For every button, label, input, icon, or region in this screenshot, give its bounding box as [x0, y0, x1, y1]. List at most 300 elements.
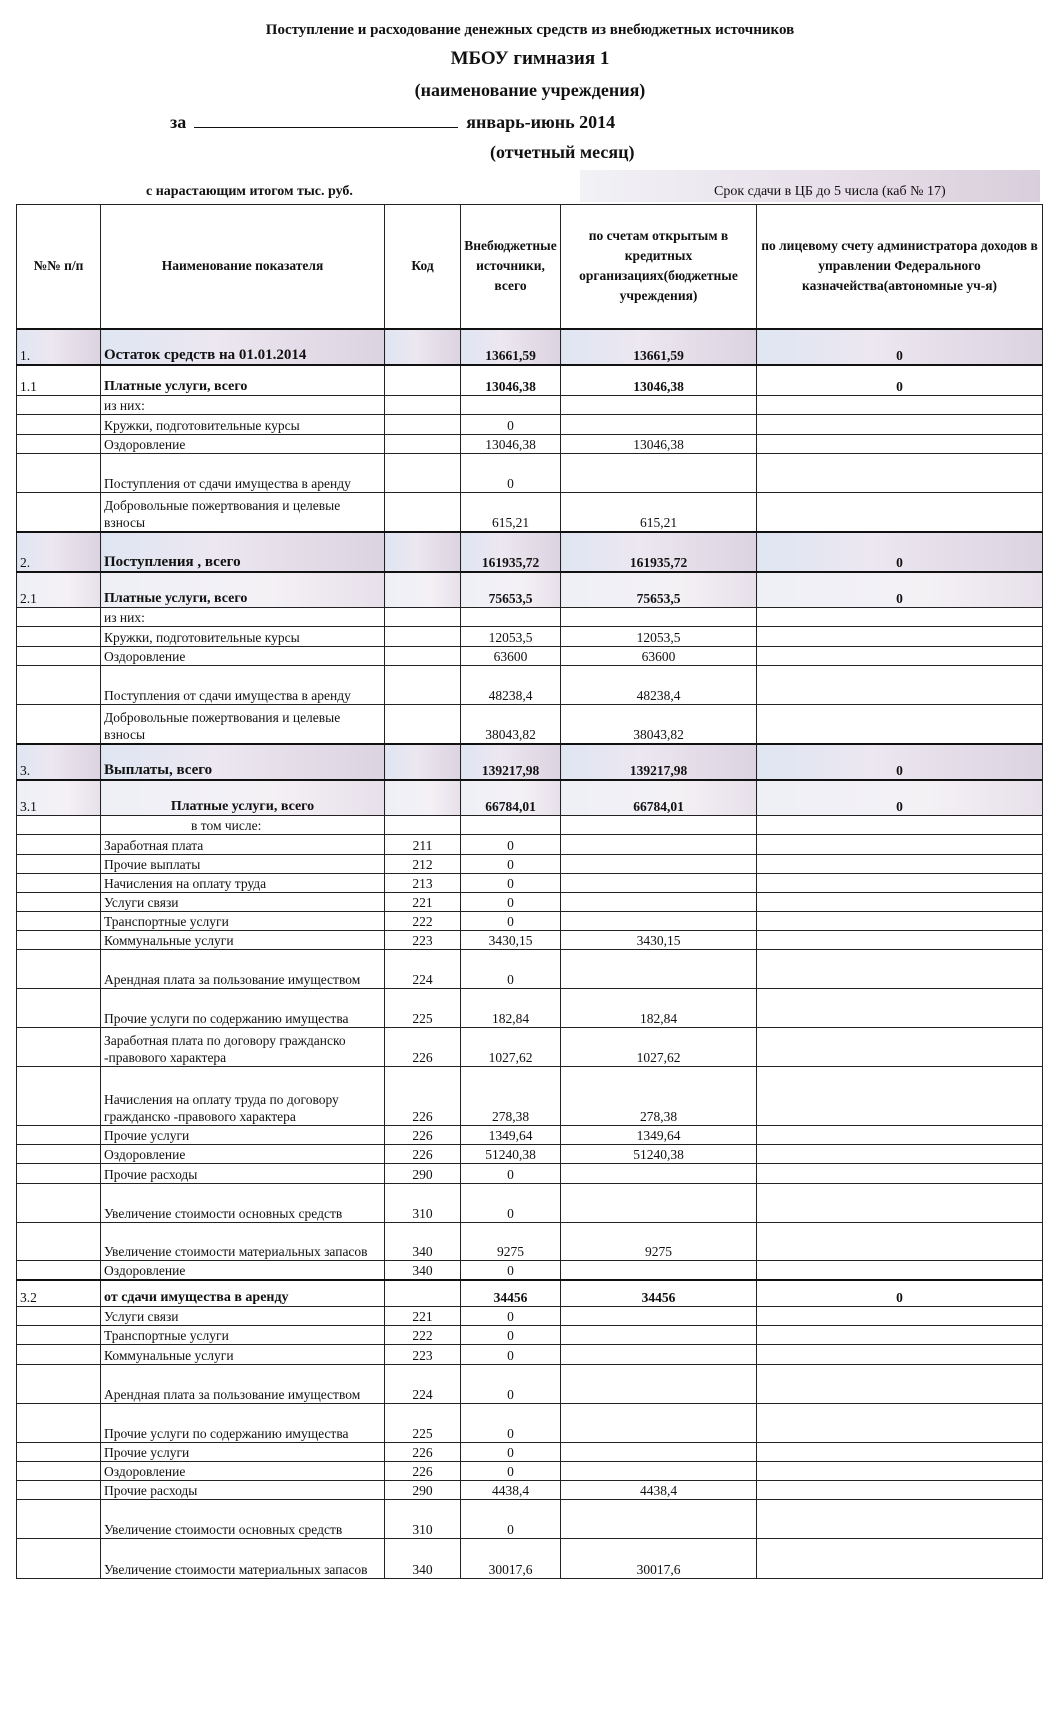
row-credit-cell [561, 454, 757, 493]
row-credit-cell [561, 816, 757, 835]
row-name-cell: Арендная плата за пользование имуществом [101, 950, 385, 989]
row-total-cell: 0 [461, 893, 561, 912]
table-row [17, 1067, 1043, 1126]
table-row [17, 454, 1043, 493]
row-name-cell: Поступления от сдачи имущества в аренду [101, 454, 385, 493]
row-code-cell [385, 705, 461, 744]
row-code-cell [385, 744, 461, 780]
row-code-cell: 226 [385, 1067, 461, 1126]
row-personal-cell [757, 493, 1043, 532]
table-row [17, 435, 1043, 454]
table-row [17, 647, 1043, 666]
row-credit-cell: 3430,15 [561, 931, 757, 950]
row-credit-cell [561, 1443, 757, 1462]
row-credit-cell [561, 874, 757, 893]
row-credit-cell: 66784,01 [561, 780, 757, 816]
row-name-cell: Оздоровление [101, 1145, 385, 1164]
row-personal-cell [757, 855, 1043, 874]
table-row [17, 608, 1043, 627]
row-personal-cell [757, 627, 1043, 647]
table-row [17, 1500, 1043, 1539]
row-name-cell: Добровольные пожертвования и целевые взносы [101, 705, 385, 744]
row-code-cell: 211 [385, 835, 461, 855]
table-row [17, 1345, 1043, 1365]
row-credit-cell: 48238,4 [561, 666, 757, 705]
row-personal-cell [757, 1126, 1043, 1145]
row-name-cell: Прочие расходы [101, 1481, 385, 1500]
row-personal-cell: 0 [757, 780, 1043, 816]
row-name-cell: Оздоровление [101, 647, 385, 666]
row-number-cell [17, 415, 101, 435]
row-personal-cell [757, 1365, 1043, 1404]
table-row [17, 1184, 1043, 1223]
col-header-total: Внебюджетные источники, всего [461, 205, 561, 329]
row-name-cell: Коммунальные услуги [101, 1345, 385, 1365]
table-row [17, 912, 1043, 931]
row-personal-cell: 0 [757, 532, 1043, 572]
row-credit-cell [561, 835, 757, 855]
row-number-cell [17, 835, 101, 855]
row-number-cell [17, 666, 101, 705]
row-number-cell [17, 647, 101, 666]
row-code-cell: 290 [385, 1164, 461, 1184]
row-credit-cell [561, 415, 757, 435]
row-total-cell: 0 [461, 1462, 561, 1481]
row-name-cell: от сдачи имущества в аренду [101, 1280, 385, 1307]
row-code-cell [385, 329, 461, 365]
table-row [17, 627, 1043, 647]
row-credit-cell: 161935,72 [561, 532, 757, 572]
row-code-cell: 340 [385, 1223, 461, 1261]
row-number-cell [17, 1164, 101, 1184]
row-personal-cell [757, 1443, 1043, 1462]
row-personal-cell [757, 1261, 1043, 1280]
document-title: Поступление и расходование денежных средств из внебюджетных источников [265, 22, 795, 38]
row-name-cell: Поступления от сдачи имущества в аренду [101, 666, 385, 705]
table-row [17, 931, 1043, 950]
row-total-cell: 0 [461, 1500, 561, 1539]
row-name-cell: Кружки, подготовительные курсы [101, 627, 385, 647]
table-row [17, 1365, 1043, 1404]
table-row [17, 893, 1043, 912]
row-credit-cell: 38043,82 [561, 705, 757, 744]
row-number-cell [17, 1404, 101, 1443]
row-total-cell: 1027,62 [461, 1028, 561, 1067]
row-number-cell [17, 493, 101, 532]
row-number-cell [17, 1028, 101, 1067]
row-number-cell: 1. [17, 329, 101, 365]
table-row [17, 532, 1043, 572]
table-row [17, 415, 1043, 435]
row-personal-cell [757, 1462, 1043, 1481]
row-number-cell [17, 435, 101, 454]
row-credit-cell: 13661,59 [561, 329, 757, 365]
table-row [17, 572, 1043, 608]
row-number-cell: 3.1 [17, 780, 101, 816]
row-credit-cell [561, 1184, 757, 1223]
row-personal-cell [757, 608, 1043, 627]
row-total-cell: 615,21 [461, 493, 561, 532]
row-credit-cell [561, 1345, 757, 1365]
table-row [17, 666, 1043, 705]
row-name-cell: Увеличение стоимости материальных запасов [101, 1223, 385, 1261]
deadline-note: Срок сдачи в ЦБ до 5 числа (каб № 17) [714, 184, 946, 199]
row-credit-cell [561, 1365, 757, 1404]
row-code-cell [385, 1280, 461, 1307]
row-total-cell: 0 [461, 912, 561, 931]
row-name-cell: из них: [101, 396, 385, 415]
row-personal-cell [757, 1164, 1043, 1184]
row-number-cell [17, 1326, 101, 1345]
row-credit-cell: 30017,6 [561, 1539, 757, 1579]
row-total-cell: 3430,15 [461, 931, 561, 950]
row-credit-cell [561, 1164, 757, 1184]
row-code-cell [385, 454, 461, 493]
row-credit-cell: 13046,38 [561, 435, 757, 454]
row-total-cell: 0 [461, 1184, 561, 1223]
row-credit-cell: 278,38 [561, 1067, 757, 1126]
table-row [17, 1539, 1043, 1579]
row-total-cell: 0 [461, 1307, 561, 1326]
row-code-cell [385, 532, 461, 572]
row-code-cell [385, 396, 461, 415]
row-number-cell: 3. [17, 744, 101, 780]
row-total-cell [461, 816, 561, 835]
row-code-cell: 221 [385, 893, 461, 912]
table-row [17, 835, 1043, 855]
row-code-cell: 340 [385, 1261, 461, 1280]
period-blank-line [194, 113, 458, 128]
row-name-cell: Увеличение стоимости материальных запасов [101, 1539, 385, 1579]
row-personal-cell: 0 [757, 1280, 1043, 1307]
row-number-cell [17, 1481, 101, 1500]
row-total-cell: 0 [461, 1164, 561, 1184]
row-name-cell: Транспортные услуги [101, 1326, 385, 1345]
row-credit-cell [561, 1326, 757, 1345]
row-number-cell [17, 1345, 101, 1365]
row-number-cell [17, 1261, 101, 1280]
row-code-cell: 340 [385, 1539, 461, 1579]
row-personal-cell [757, 1223, 1043, 1261]
table-row [17, 1462, 1043, 1481]
row-name-cell: Заработная плата [101, 835, 385, 855]
row-code-cell: 310 [385, 1500, 461, 1539]
row-number-cell [17, 912, 101, 931]
row-credit-cell [561, 396, 757, 415]
row-credit-cell: 139217,98 [561, 744, 757, 780]
row-credit-cell [561, 893, 757, 912]
row-personal-cell [757, 989, 1043, 1028]
row-total-cell: 9275 [461, 1223, 561, 1261]
row-name-cell: Транспортные услуги [101, 912, 385, 931]
row-total-cell: 38043,82 [461, 705, 561, 744]
row-code-cell: 225 [385, 1404, 461, 1443]
row-code-cell: 226 [385, 1126, 461, 1145]
row-personal-cell [757, 1326, 1043, 1345]
row-number-cell [17, 1500, 101, 1539]
row-name-cell: Арендная плата за пользование имуществом [101, 1365, 385, 1404]
table-row [17, 1164, 1043, 1184]
row-total-cell: 278,38 [461, 1067, 561, 1126]
row-name-cell: Заработная плата по договору гражданско -правового характера [101, 1028, 385, 1067]
row-name-cell: Коммунальные услуги [101, 931, 385, 950]
row-credit-cell [561, 1404, 757, 1443]
row-code-cell: 225 [385, 989, 461, 1028]
row-name-cell: Оздоровление [101, 1261, 385, 1280]
row-personal-cell [757, 1307, 1043, 1326]
table-header-row [17, 205, 1043, 329]
row-credit-cell [561, 855, 757, 874]
table-row [17, 705, 1043, 744]
row-name-cell: Поступления , всего [101, 532, 385, 572]
row-total-cell: 13661,59 [461, 329, 561, 365]
row-credit-cell [561, 1261, 757, 1280]
row-code-cell: 222 [385, 1326, 461, 1345]
row-total-cell: 0 [461, 1443, 561, 1462]
row-total-cell: 0 [461, 1326, 561, 1345]
organization-name: МБОУ гимназия 1 [450, 48, 610, 69]
row-personal-cell [757, 931, 1043, 950]
row-credit-cell: 1027,62 [561, 1028, 757, 1067]
row-total-cell: 51240,38 [461, 1145, 561, 1164]
row-total-cell: 13046,38 [461, 435, 561, 454]
table-row [17, 1404, 1043, 1443]
row-personal-cell [757, 415, 1043, 435]
row-total-cell: 161935,72 [461, 532, 561, 572]
row-name-cell: Услуги связи [101, 1307, 385, 1326]
row-number-cell [17, 1307, 101, 1326]
table-row [17, 1028, 1043, 1067]
row-total-cell: 0 [461, 1365, 561, 1404]
row-personal-cell [757, 396, 1043, 415]
row-total-cell: 75653,5 [461, 572, 561, 608]
row-personal-cell [757, 950, 1043, 989]
row-credit-cell [561, 1462, 757, 1481]
row-personal-cell [757, 705, 1043, 744]
row-code-cell: 226 [385, 1028, 461, 1067]
row-personal-cell [757, 1028, 1043, 1067]
row-code-cell [385, 666, 461, 705]
row-code-cell: 213 [385, 874, 461, 893]
table-row [17, 874, 1043, 893]
row-total-cell: 0 [461, 1261, 561, 1280]
row-name-cell: Услуги связи [101, 893, 385, 912]
row-total-cell: 48238,4 [461, 666, 561, 705]
row-number-cell [17, 1539, 101, 1579]
row-total-cell: 63600 [461, 647, 561, 666]
row-number-cell [17, 950, 101, 989]
row-number-cell: 2. [17, 532, 101, 572]
row-number-cell [17, 705, 101, 744]
col-header-num: №№ п/п [17, 205, 101, 329]
row-personal-cell: 0 [757, 744, 1043, 780]
col-header-name: Наименование показателя [101, 205, 385, 329]
row-code-cell: 224 [385, 1365, 461, 1404]
table-row [17, 1326, 1043, 1345]
row-credit-cell: 13046,38 [561, 365, 757, 396]
row-personal-cell [757, 912, 1043, 931]
period-line [170, 112, 615, 133]
row-personal-cell [757, 893, 1043, 912]
row-personal-cell: 0 [757, 365, 1043, 396]
row-code-cell [385, 493, 461, 532]
row-number-cell [17, 989, 101, 1028]
row-number-cell [17, 931, 101, 950]
row-number-cell [17, 627, 101, 647]
deadline-band [580, 170, 1040, 202]
row-name-cell: Прочие расходы [101, 1164, 385, 1184]
organization-caption: (наименование учреждения) [414, 80, 646, 100]
row-credit-cell: 34456 [561, 1280, 757, 1307]
row-name-cell: Прочие услуги по содержанию имущества [101, 989, 385, 1028]
table-row [17, 1481, 1043, 1500]
row-total-cell: 182,84 [461, 989, 561, 1028]
row-credit-cell: 51240,38 [561, 1145, 757, 1164]
row-total-cell: 34456 [461, 1280, 561, 1307]
row-total-cell: 0 [461, 1345, 561, 1365]
row-total-cell [461, 608, 561, 627]
row-code-cell: 223 [385, 1345, 461, 1365]
row-name-cell: Начисления на оплату труда [101, 874, 385, 893]
row-total-cell: 0 [461, 454, 561, 493]
row-total-cell: 139217,98 [461, 744, 561, 780]
table-row [17, 1443, 1043, 1462]
row-name-cell: Оздоровление [101, 1462, 385, 1481]
row-personal-cell [757, 816, 1043, 835]
table-row [17, 329, 1043, 365]
period-value: январь-июнь 2014 [466, 112, 616, 132]
row-code-cell [385, 647, 461, 666]
row-personal-cell [757, 1404, 1043, 1443]
row-total-cell: 4438,4 [461, 1481, 561, 1500]
row-code-cell [385, 415, 461, 435]
row-credit-cell [561, 608, 757, 627]
row-credit-cell [561, 950, 757, 989]
row-number-cell: 1.1 [17, 365, 101, 396]
row-number-cell [17, 1365, 101, 1404]
row-name-cell: Добровольные пожертвования и целевые взносы [101, 493, 385, 532]
table-row [17, 1223, 1043, 1261]
row-total-cell: 0 [461, 950, 561, 989]
col-header-credit: по счетам открытым в кредитных организациях(бюджетные учреждения) [561, 205, 757, 329]
row-code-cell: 290 [385, 1481, 461, 1500]
row-credit-cell: 63600 [561, 647, 757, 666]
row-total-cell: 0 [461, 1404, 561, 1443]
row-total-cell: 66784,01 [461, 780, 561, 816]
table-row [17, 493, 1043, 532]
row-number-cell [17, 608, 101, 627]
row-code-cell [385, 365, 461, 396]
row-name-cell: Прочие услуги [101, 1126, 385, 1145]
table-row [17, 950, 1043, 989]
period-prefix: за [170, 112, 187, 132]
row-name-cell: Оздоровление [101, 435, 385, 454]
row-number-cell [17, 396, 101, 415]
table-row [17, 780, 1043, 816]
row-name-cell: Увеличение стоимости основных средств [101, 1500, 385, 1539]
row-number-cell [17, 1126, 101, 1145]
cumulative-note: с нарастающим итогом тыс. руб. [146, 184, 353, 199]
row-name-cell: Прочие услуги [101, 1443, 385, 1462]
row-personal-cell [757, 874, 1043, 893]
row-number-cell: 3.2 [17, 1280, 101, 1307]
row-code-cell: 223 [385, 931, 461, 950]
row-personal-cell [757, 1184, 1043, 1223]
row-name-cell: Увеличение стоимости основных средств [101, 1184, 385, 1223]
table-row [17, 396, 1043, 415]
row-name-cell: Прочие услуги по содержанию имущества [101, 1404, 385, 1443]
row-total-cell: 12053,5 [461, 627, 561, 647]
row-personal-cell [757, 454, 1043, 493]
table-row [17, 1307, 1043, 1326]
row-total-cell: 0 [461, 874, 561, 893]
row-personal-cell [757, 435, 1043, 454]
row-credit-cell: 75653,5 [561, 572, 757, 608]
row-total-cell: 0 [461, 855, 561, 874]
row-personal-cell [757, 647, 1043, 666]
table-row [17, 855, 1043, 874]
row-personal-cell [757, 666, 1043, 705]
row-credit-cell [561, 912, 757, 931]
row-personal-cell: 0 [757, 572, 1043, 608]
row-credit-cell: 4438,4 [561, 1481, 757, 1500]
table-row [17, 1261, 1043, 1280]
row-name-cell: Остаток средств на 01.01.2014 [101, 329, 385, 365]
row-number-cell [17, 1443, 101, 1462]
row-personal-cell [757, 1345, 1043, 1365]
row-total-cell [461, 396, 561, 415]
row-code-cell: 310 [385, 1184, 461, 1223]
table-row [17, 1145, 1043, 1164]
row-personal-cell [757, 1481, 1043, 1500]
row-personal-cell [757, 1145, 1043, 1164]
row-name-cell: Кружки, подготовительные курсы [101, 415, 385, 435]
row-code-cell: 226 [385, 1145, 461, 1164]
period-caption: (отчетный месяц) [490, 142, 635, 162]
row-name-cell: Выплаты, всего [101, 744, 385, 780]
row-credit-cell: 182,84 [561, 989, 757, 1028]
row-code-cell [385, 572, 461, 608]
row-name-cell: Начисления на оплату труда по договору гражданско -правового характера [101, 1067, 385, 1126]
row-personal-cell [757, 835, 1043, 855]
row-credit-cell: 9275 [561, 1223, 757, 1261]
table-row [17, 1126, 1043, 1145]
col-header-personal: по лицевому счету администратора доходов в управлении Федерального казначейства(автономные уч-я) [757, 205, 1043, 329]
row-total-cell: 30017,6 [461, 1539, 561, 1579]
row-personal-cell [757, 1067, 1043, 1126]
row-credit-cell [561, 1307, 757, 1326]
row-code-cell [385, 627, 461, 647]
row-personal-cell: 0 [757, 329, 1043, 365]
row-name-cell: Платные услуги, всего [101, 572, 385, 608]
row-total-cell: 13046,38 [461, 365, 561, 396]
row-total-cell: 1349,64 [461, 1126, 561, 1145]
row-code-cell [385, 608, 461, 627]
col-header-code: Код [385, 205, 461, 329]
row-name-cell: Платные услуги, всего [101, 365, 385, 396]
row-credit-cell [561, 1500, 757, 1539]
row-code-cell [385, 435, 461, 454]
table-row [17, 816, 1043, 835]
row-personal-cell [757, 1539, 1043, 1579]
row-code-cell: 224 [385, 950, 461, 989]
table-body [17, 329, 1043, 1579]
table-row [17, 365, 1043, 396]
row-number-cell [17, 1184, 101, 1223]
row-code-cell: 221 [385, 1307, 461, 1326]
row-total-cell: 0 [461, 835, 561, 855]
row-name-cell: Прочие выплаты [101, 855, 385, 874]
